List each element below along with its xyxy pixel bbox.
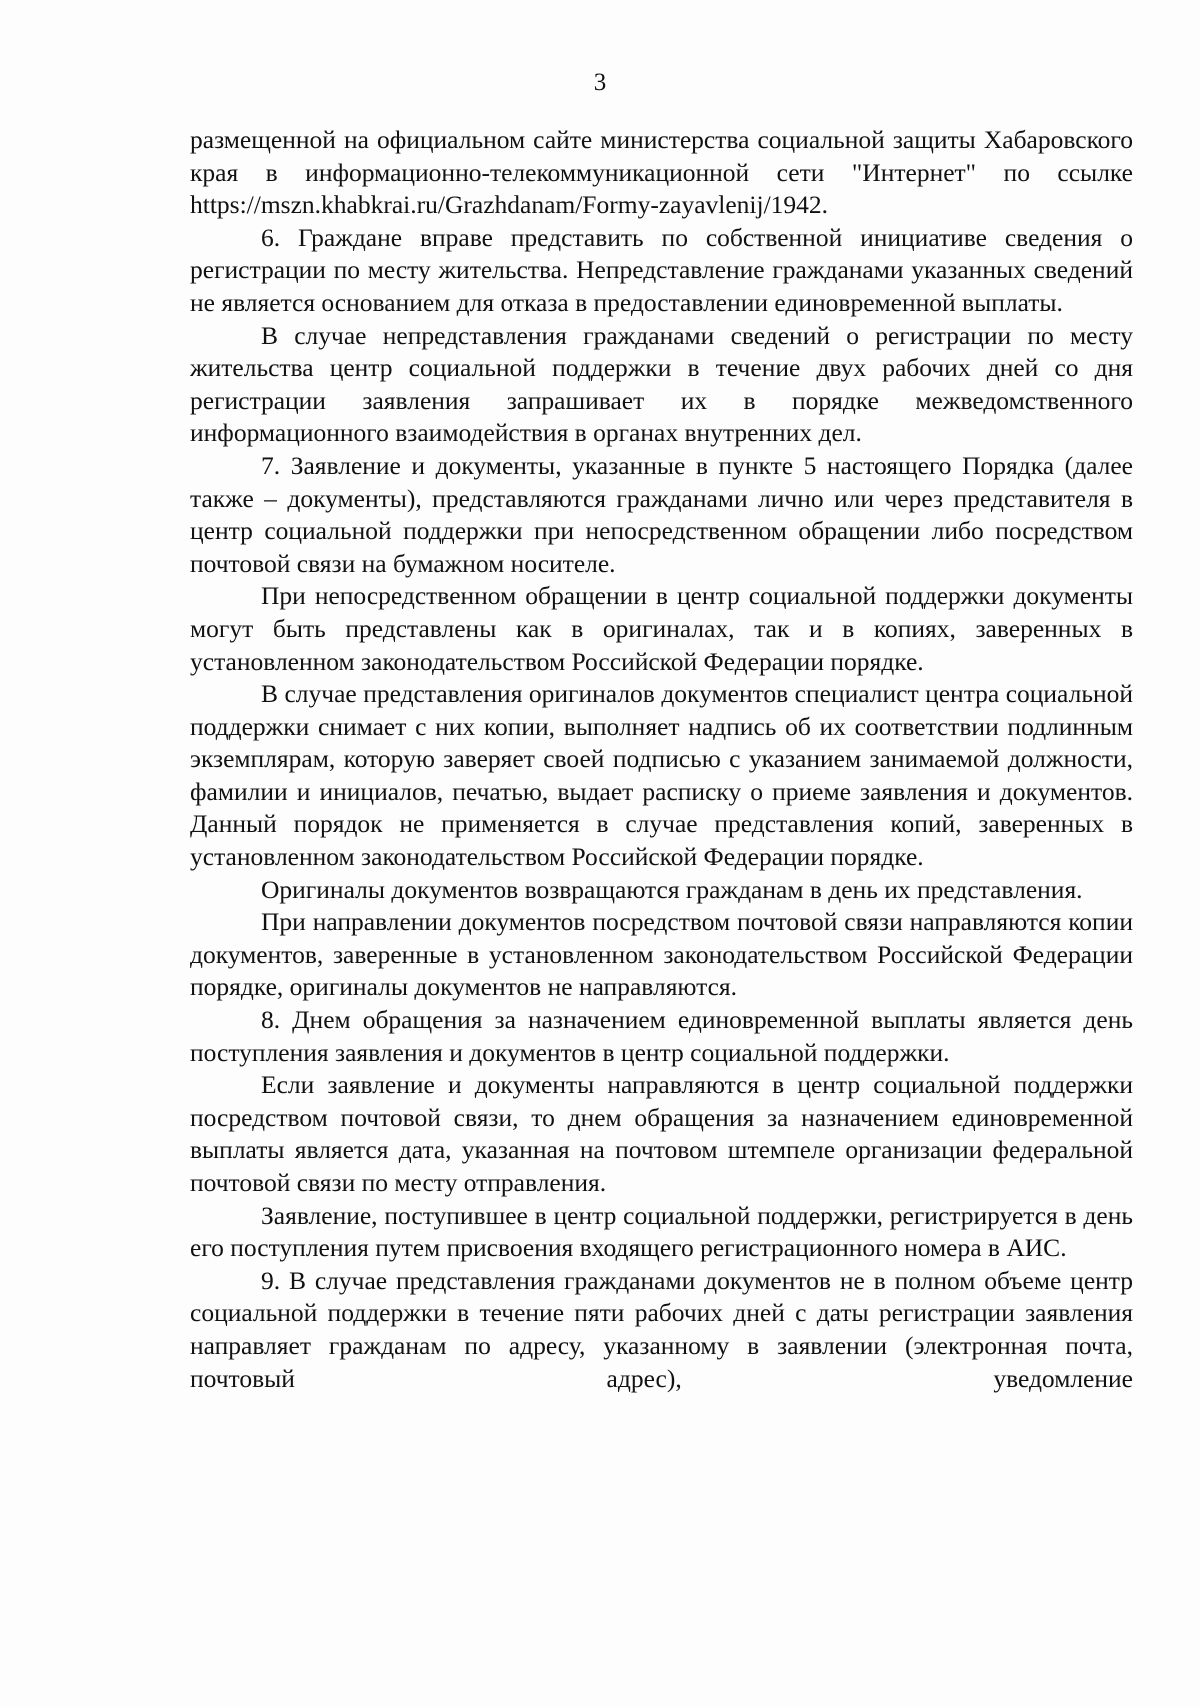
paragraph-item-7-return: Оригиналы документов возвращаются гражданам в день их представления. xyxy=(261,874,1083,904)
paragraph-item-8: 8. Днем обращения за назначением единовременной выплаты является день поступления заявления и документов в центр социальной поддержки. xyxy=(190,1005,1133,1067)
paragraph-item-6-request: В случае непредставления гражданами сведений о регистрации по месту жительства центр социальной поддержки в течение двух рабочих дней со дня регистрации заявления запрашивает их в порядке межведомственного информационного взаимодействия в органах внутренних дел. xyxy=(190,320,1133,448)
page-number: 3 xyxy=(593,69,607,96)
paragraph-continuation-url: размещенной на официальном сайте министерства социальной защиты Хабаровского края в информационно-телекоммуникационной сети "Интернет" по ссылке https://mszn.khabkrai.ru/Grazhdanam/Formy-zayavlenij/1942. xyxy=(190,125,1133,220)
paragraph-item-7-postal: При направлении документов посредством почтовой связи направляются копии документов, заверенные в установленном законодательством Российской Федерации порядке, оригиналы документов не направляются. xyxy=(190,907,1133,1002)
paragraph-item-7: 7. Заявление и документы, указанные в пункте 5 настоящего Порядка (далее также – документы), представляются гражданами лично или через представителя в центр социальной поддержки при непосредственном обращении либо посредством почтовой связи на бумажном носителе. xyxy=(190,450,1133,578)
document-body xyxy=(190,124,1133,1395)
paragraph-item-7-direct-appeal: При непосредственном обращении в центр социальной поддержки документы могут быть представлены как в оригиналах, так и в копиях, заверенных в установленном законодательством Российской Федерации порядке. xyxy=(190,581,1133,676)
paragraph-item-8-postal-date: Если заявление и документы направляются в центр социальной поддержки посредством почтовой связи, то днем обращения за назначением единовременной выплаты является дата, указанная на почтовом штемпеле организации федеральной почтовой связи по месту отправления. xyxy=(190,1070,1133,1197)
paragraph-item-7-originals: В случае представления оригиналов документов специалист центра социальной поддержки снимает с них копии, выполняет надпись об их соответствии подлинным экземплярам, которую заверяет своей подписью с указанием занимаемой должности, фамилии и инициалов, печатью, выдает расписку о приеме заявления и документов. Данный порядок не применяется в случае представления копий, заверенных в установленном законодательством Российской Федерации порядке. xyxy=(190,679,1133,872)
paragraph-item-8-registration: Заявление, поступившее в центр социальной поддержки, регистрируется в день его поступления путем присвоения входящего регистрационного номера в АИС. xyxy=(190,1200,1133,1263)
paragraph-item-9: 9. В случае представления гражданами документов не в полном объеме центр социальной поддержки в течение пяти рабочих дней с даты регистрации заявления направляет гражданам по адресу, указанному в заявлении (электронная почта, почтовый адрес), уведомление xyxy=(190,1265,1133,1393)
paragraph-item-6: 6. Граждане вправе представить по собственной инициативе сведения о регистрации по месту жительства. Непредставление гражданами указанных сведений не является основанием для отказа в предоставлении единовременной выплаты. xyxy=(190,222,1133,317)
